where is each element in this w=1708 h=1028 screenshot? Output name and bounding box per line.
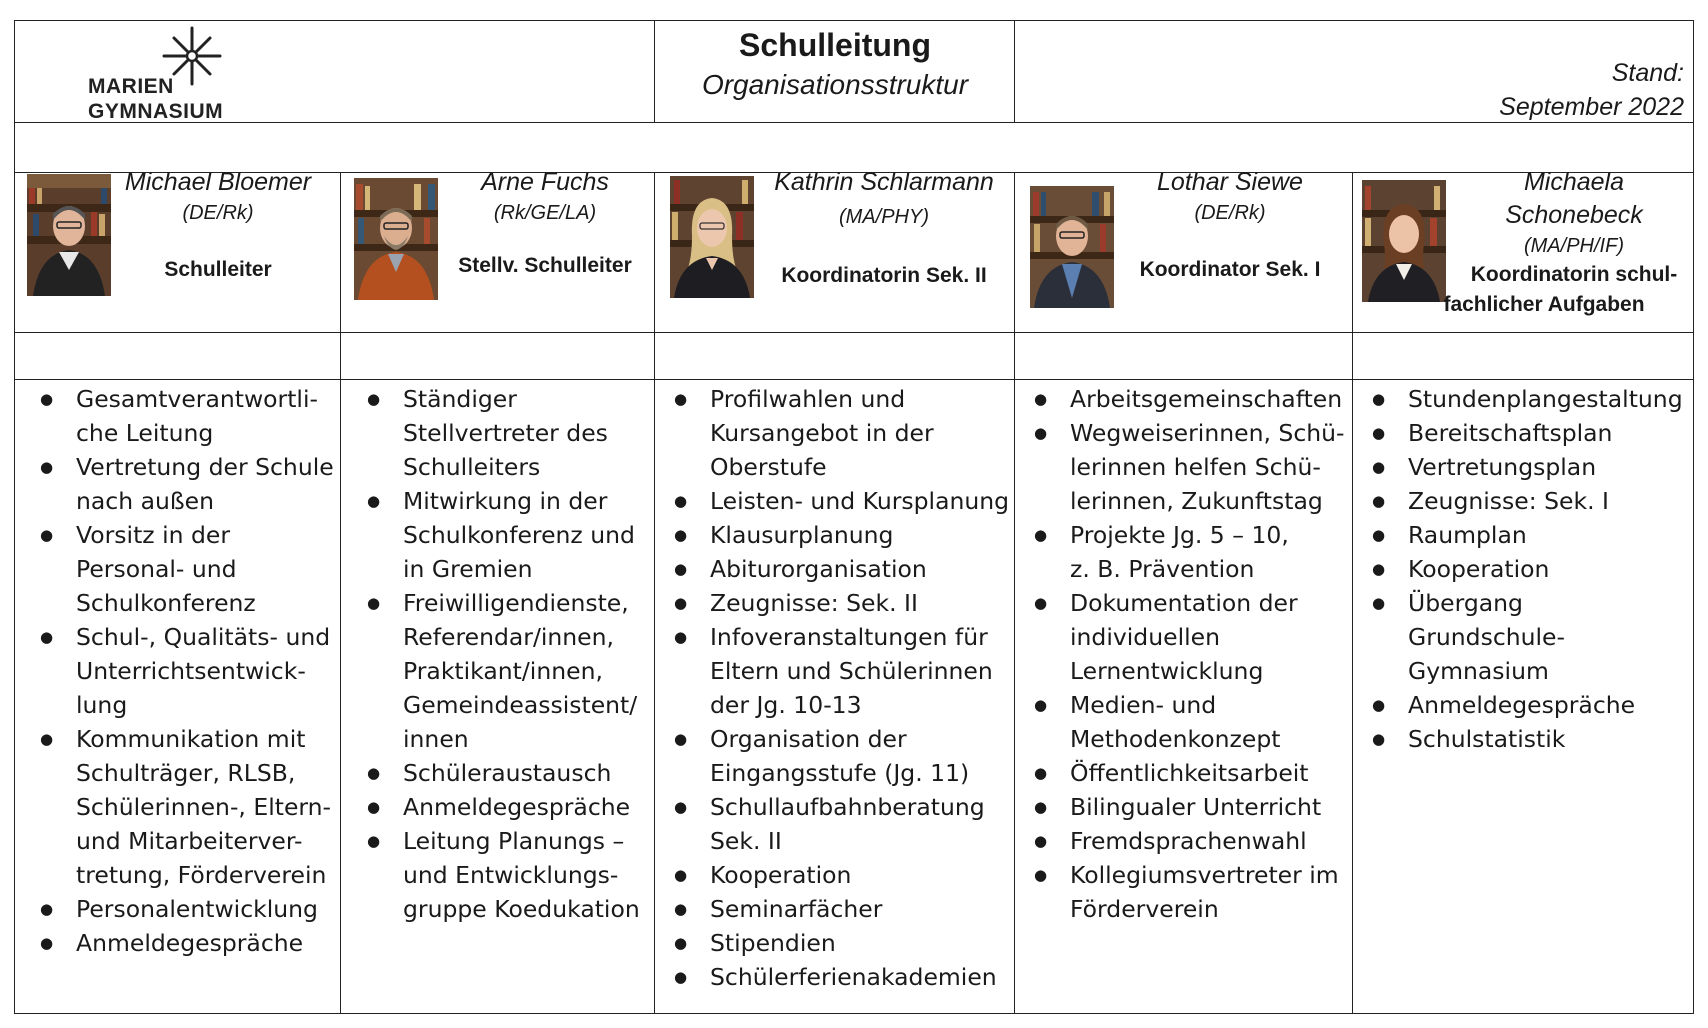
person-role-line-2: fachlicher Aufgaben xyxy=(1443,293,1645,316)
person-role: Schulleiter xyxy=(164,258,272,281)
task-list xyxy=(30,382,340,960)
person-card xyxy=(1352,168,1694,332)
person-subjects: (MA/PH/IF) xyxy=(1524,235,1624,257)
task-item: ● Medien- und Methodenkonzept xyxy=(1024,688,1352,756)
task-item: ● Raumplan xyxy=(1362,518,1692,552)
school-logo xyxy=(88,26,238,122)
person-card xyxy=(654,168,1014,332)
column-divider xyxy=(654,20,655,122)
task-item: ● Vertretungsplan xyxy=(1362,450,1692,484)
row-divider xyxy=(14,122,1694,123)
person-card xyxy=(340,168,654,332)
person-role: Stellv. Schulleiter xyxy=(458,254,632,277)
portrait-photo xyxy=(1030,186,1114,308)
portrait-photo xyxy=(354,178,438,300)
row-divider xyxy=(14,332,1694,333)
person-role-line-1: Koordinatorin schul- xyxy=(1470,263,1678,286)
portrait-photo xyxy=(27,174,111,296)
revision-date xyxy=(1499,56,1684,124)
person-card xyxy=(1014,168,1352,332)
task-list xyxy=(664,382,1014,994)
task-item: ● Mitwirkung in der Schulkonferenz und in Gremien xyxy=(357,484,654,586)
task-item: ● Wegweiserinnen, Schü- lerinnen helfen Schü- lerinnen, Zukunftstag xyxy=(1024,416,1352,518)
page-title: Schulleitung xyxy=(739,27,931,63)
person-name: Kathrin Schlarmann xyxy=(774,168,994,196)
task-item: ● Arbeitsgemeinschaften xyxy=(1024,382,1352,416)
task-item: ● Vorsitz in der Personal- und Schulkonferenz xyxy=(30,518,340,620)
row-divider xyxy=(14,379,1694,380)
task-item: ● Vertretung der Schule nach außen xyxy=(30,450,340,518)
person-role: Koordinatorin Sek. II xyxy=(781,264,987,287)
task-item: ● Kommunikation mit Schulträger, RLSB, Schülerinnen-, Eltern- und Mitarbeiterver- tretung, Förderverein xyxy=(30,722,340,892)
task-item: ● Klausurplanung xyxy=(664,518,1014,552)
person-role: Koordinator Sek. I xyxy=(1139,258,1321,281)
task-item: ● Schüleraustausch xyxy=(357,756,654,790)
task-item: ● Schul-, Qualitäts- und Unterrichtsentwick- lung xyxy=(30,620,340,722)
person-name: Lothar Siewe xyxy=(1157,168,1303,196)
task-item: ● Bereitschaftsplan xyxy=(1362,416,1692,450)
task-item: ● Ständiger Stellvertreter des Schulleiters xyxy=(357,382,654,484)
person-subjects: (DE/Rk) xyxy=(1194,202,1266,224)
logo-line-2: GYMNASIUM xyxy=(88,100,224,123)
stand-label: Stand: xyxy=(1611,59,1684,87)
task-item: ● Anmeldegespräche xyxy=(30,926,340,960)
task-item: ● Personalentwicklung xyxy=(30,892,340,926)
task-item: ● Kooperation xyxy=(1362,552,1692,586)
task-list xyxy=(1024,382,1352,926)
task-item: ● Öffentlichkeitsarbeit xyxy=(1024,756,1352,790)
task-item: ● Fremdsprachenwahl xyxy=(1024,824,1352,858)
task-list xyxy=(357,382,654,926)
person-name: Arne Fuchs xyxy=(481,168,609,196)
person-subjects: (DE/Rk) xyxy=(182,202,254,224)
task-item: ● Freiwilligendienste, Referendar/innen, Praktikant/innen, Gemeindeassistent/ innen xyxy=(357,586,654,756)
person-subjects: (Rk/GE/LA) xyxy=(493,202,597,224)
person-name-line-2: Schonebeck xyxy=(1505,201,1643,229)
task-item: ● Abiturorganisation xyxy=(664,552,1014,586)
task-item: ● Seminarfächer xyxy=(664,892,1014,926)
task-item: ● Infoveranstaltungen für Eltern und Schülerinnen der Jg. 10-13 xyxy=(664,620,1014,722)
task-item: ● Schülerferienakademien xyxy=(664,960,1014,994)
stand-date: September 2022 xyxy=(1499,93,1684,121)
task-item: ● Projekte Jg. 5 – 10, z. B. Prävention xyxy=(1024,518,1352,586)
task-item: ● Anmeldegespräche xyxy=(357,790,654,824)
task-item: ● Schulstatistik xyxy=(1362,722,1692,756)
task-item: ● Bilingualer Unterricht xyxy=(1024,790,1352,824)
task-item: ● Gesamtverantwortli- che Leitung xyxy=(30,382,340,450)
document-title xyxy=(656,24,1014,104)
task-item: ● Stipendien xyxy=(664,926,1014,960)
task-item: ● Zeugnisse: Sek. I xyxy=(1362,484,1692,518)
task-item: ● Leitung Planungs – und Entwicklungs- gruppe Koedukation xyxy=(357,824,654,926)
logo-line-1: MARIEN xyxy=(88,75,174,98)
task-item: ● Zeugnisse: Sek. II xyxy=(664,586,1014,620)
person-subjects: (MA/PHY) xyxy=(839,206,929,228)
task-item: ● Dokumentation der individuellen Lernentwicklung xyxy=(1024,586,1352,688)
person-card xyxy=(14,168,340,332)
task-item: ● Stundenplangestaltung xyxy=(1362,382,1692,416)
task-item: ● Organisation der Eingangsstufe (Jg. 11) xyxy=(664,722,1014,790)
task-list xyxy=(1362,382,1692,756)
person-name-line-1: Michaela xyxy=(1523,168,1625,196)
column-divider xyxy=(1014,20,1015,122)
task-item: ● Kollegiumsvertreter im Förderverein xyxy=(1024,858,1352,926)
task-item: ● Kooperation xyxy=(664,858,1014,892)
portrait-photo xyxy=(670,176,754,298)
task-item: ● Profilwahlen und Kursangebot in der Oberstufe xyxy=(664,382,1014,484)
task-item: ● Anmeldegespräche xyxy=(1362,688,1692,722)
task-item: ● Schullaufbahnberatung Sek. II xyxy=(664,790,1014,858)
task-item: ● Übergang Grundschule- Gymnasium xyxy=(1362,586,1692,688)
person-name: Michael Bloemer xyxy=(124,168,312,196)
page-subtitle: Organisationsstruktur xyxy=(701,69,969,100)
task-item: ● Leisten- und Kursplanung xyxy=(664,484,1014,518)
